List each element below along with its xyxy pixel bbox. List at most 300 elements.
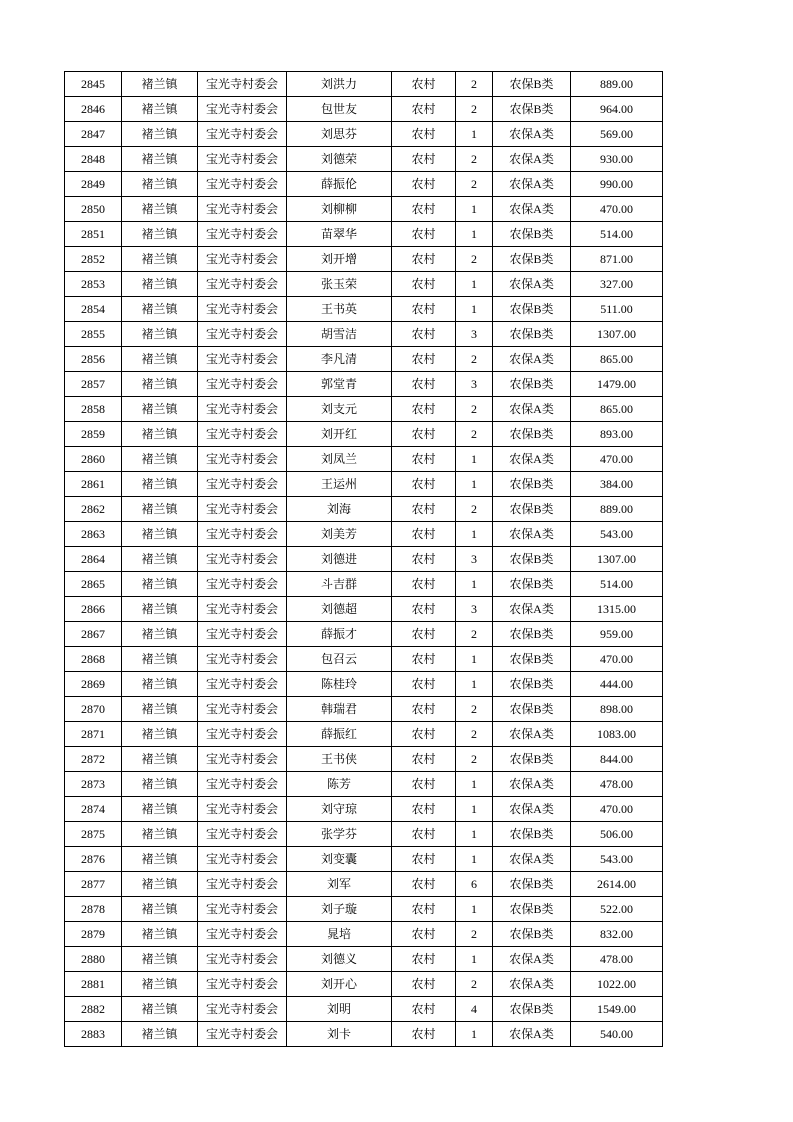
- cell-town: 褚兰镇: [122, 322, 198, 347]
- cell-amount: 540.00: [571, 1022, 663, 1047]
- cell-serial: 2846: [65, 97, 122, 122]
- table-row: [65, 372, 663, 397]
- cell-category: 农保B类: [493, 572, 571, 597]
- cell-residence: 农村: [392, 1022, 456, 1047]
- cell-committee: 宝光寺村委会: [198, 622, 287, 647]
- cell-committee: 宝光寺村委会: [198, 297, 287, 322]
- cell-name: 胡雪洁: [287, 322, 392, 347]
- cell-category: 农保A类: [493, 797, 571, 822]
- cell-amount: 543.00: [571, 847, 663, 872]
- table-row: [65, 772, 663, 797]
- cell-category: 农保B类: [493, 497, 571, 522]
- cell-name: 刘德进: [287, 547, 392, 572]
- cell-serial: 2877: [65, 872, 122, 897]
- cell-committee: 宝光寺村委会: [198, 897, 287, 922]
- cell-residence: 农村: [392, 147, 456, 172]
- table-row: [65, 947, 663, 972]
- cell-town: 褚兰镇: [122, 822, 198, 847]
- cell-town: 褚兰镇: [122, 647, 198, 672]
- cell-town: 褚兰镇: [122, 1022, 198, 1047]
- cell-count: 2: [456, 147, 493, 172]
- cell-amount: 470.00: [571, 647, 663, 672]
- cell-residence: 农村: [392, 122, 456, 147]
- cell-category: 农保B类: [493, 97, 571, 122]
- table-row: [65, 347, 663, 372]
- table-row: [65, 597, 663, 622]
- cell-name: 刘德义: [287, 947, 392, 972]
- cell-serial: 2857: [65, 372, 122, 397]
- table-row: [65, 247, 663, 272]
- cell-category: 农保B类: [493, 297, 571, 322]
- table-row: [65, 497, 663, 522]
- table-row: [65, 972, 663, 997]
- table-row: [65, 72, 663, 97]
- cell-town: 褚兰镇: [122, 372, 198, 397]
- cell-residence: 农村: [392, 372, 456, 397]
- cell-count: 2: [456, 97, 493, 122]
- cell-amount: 514.00: [571, 572, 663, 597]
- cell-serial: 2870: [65, 697, 122, 722]
- cell-residence: 农村: [392, 947, 456, 972]
- cell-name: 王运州: [287, 472, 392, 497]
- cell-serial: 2851: [65, 222, 122, 247]
- cell-count: 3: [456, 372, 493, 397]
- cell-count: 1: [456, 522, 493, 547]
- cell-residence: 农村: [392, 722, 456, 747]
- cell-residence: 农村: [392, 97, 456, 122]
- cell-amount: 898.00: [571, 697, 663, 722]
- table-row: [65, 872, 663, 897]
- cell-count: 2: [456, 722, 493, 747]
- cell-residence: 农村: [392, 222, 456, 247]
- cell-category: 农保B类: [493, 472, 571, 497]
- cell-amount: 871.00: [571, 247, 663, 272]
- cell-serial: 2848: [65, 147, 122, 172]
- cell-serial: 2845: [65, 72, 122, 97]
- cell-residence: 农村: [392, 847, 456, 872]
- table-row: [65, 797, 663, 822]
- cell-town: 褚兰镇: [122, 547, 198, 572]
- cell-residence: 农村: [392, 472, 456, 497]
- cell-committee: 宝光寺村委会: [198, 422, 287, 447]
- table-row: [65, 722, 663, 747]
- cell-count: 1: [456, 947, 493, 972]
- cell-amount: 865.00: [571, 397, 663, 422]
- cell-serial: 2855: [65, 322, 122, 347]
- cell-residence: 农村: [392, 347, 456, 372]
- table-row: [65, 922, 663, 947]
- cell-serial: 2864: [65, 547, 122, 572]
- cell-serial: 2865: [65, 572, 122, 597]
- cell-category: 农保B类: [493, 672, 571, 697]
- table-row: [65, 822, 663, 847]
- cell-name: 刘子璇: [287, 897, 392, 922]
- cell-committee: 宝光寺村委会: [198, 697, 287, 722]
- cell-amount: 1479.00: [571, 372, 663, 397]
- cell-amount: 1022.00: [571, 972, 663, 997]
- cell-serial: 2872: [65, 747, 122, 772]
- cell-town: 褚兰镇: [122, 347, 198, 372]
- cell-serial: 2868: [65, 647, 122, 672]
- table-row: [65, 897, 663, 922]
- cell-count: 3: [456, 597, 493, 622]
- cell-name: 陈桂玲: [287, 672, 392, 697]
- cell-category: 农保B类: [493, 72, 571, 97]
- cell-committee: 宝光寺村委会: [198, 397, 287, 422]
- cell-category: 农保B类: [493, 697, 571, 722]
- cell-town: 褚兰镇: [122, 622, 198, 647]
- cell-name: 斗吉群: [287, 572, 392, 597]
- cell-count: 1: [456, 672, 493, 697]
- cell-name: 刘卡: [287, 1022, 392, 1047]
- cell-town: 褚兰镇: [122, 497, 198, 522]
- cell-town: 褚兰镇: [122, 297, 198, 322]
- cell-residence: 农村: [392, 72, 456, 97]
- cell-amount: 844.00: [571, 747, 663, 772]
- cell-serial: 2878: [65, 897, 122, 922]
- cell-name: 晁培: [287, 922, 392, 947]
- cell-amount: 478.00: [571, 947, 663, 972]
- cell-name: 刘凤兰: [287, 447, 392, 472]
- cell-residence: 农村: [392, 522, 456, 547]
- table-body: [65, 72, 663, 1047]
- table-row: [65, 622, 663, 647]
- cell-town: 褚兰镇: [122, 722, 198, 747]
- cell-amount: 384.00: [571, 472, 663, 497]
- cell-town: 褚兰镇: [122, 597, 198, 622]
- cell-count: 2: [456, 422, 493, 447]
- cell-amount: 865.00: [571, 347, 663, 372]
- cell-town: 褚兰镇: [122, 247, 198, 272]
- cell-committee: 宝光寺村委会: [198, 122, 287, 147]
- cell-committee: 宝光寺村委会: [198, 772, 287, 797]
- cell-category: 农保A类: [493, 397, 571, 422]
- cell-amount: 327.00: [571, 272, 663, 297]
- cell-name: 薛振才: [287, 622, 392, 647]
- cell-town: 褚兰镇: [122, 997, 198, 1022]
- cell-serial: 2871: [65, 722, 122, 747]
- cell-name: 刘开增: [287, 247, 392, 272]
- table-row: [65, 322, 663, 347]
- cell-name: 薛振伦: [287, 172, 392, 197]
- cell-committee: 宝光寺村委会: [198, 722, 287, 747]
- cell-serial: 2856: [65, 347, 122, 372]
- cell-amount: 1307.00: [571, 547, 663, 572]
- cell-committee: 宝光寺村委会: [198, 497, 287, 522]
- cell-amount: 470.00: [571, 797, 663, 822]
- cell-town: 褚兰镇: [122, 697, 198, 722]
- table-row: [65, 147, 663, 172]
- cell-committee: 宝光寺村委会: [198, 97, 287, 122]
- cell-town: 褚兰镇: [122, 947, 198, 972]
- cell-name: 刘美芳: [287, 522, 392, 547]
- cell-residence: 农村: [392, 272, 456, 297]
- cell-residence: 农村: [392, 322, 456, 347]
- cell-committee: 宝光寺村委会: [198, 172, 287, 197]
- cell-amount: 569.00: [571, 122, 663, 147]
- cell-name: 李凡清: [287, 347, 392, 372]
- cell-committee: 宝光寺村委会: [198, 922, 287, 947]
- cell-committee: 宝光寺村委会: [198, 372, 287, 397]
- cell-count: 2: [456, 697, 493, 722]
- table-row: [65, 172, 663, 197]
- cell-committee: 宝光寺村委会: [198, 272, 287, 297]
- cell-committee: 宝光寺村委会: [198, 322, 287, 347]
- cell-amount: 930.00: [571, 147, 663, 172]
- cell-committee: 宝光寺村委会: [198, 747, 287, 772]
- cell-count: 2: [456, 347, 493, 372]
- cell-name: 刘支元: [287, 397, 392, 422]
- cell-town: 褚兰镇: [122, 747, 198, 772]
- cell-residence: 农村: [392, 697, 456, 722]
- table-row: [65, 747, 663, 772]
- cell-count: 1: [456, 897, 493, 922]
- cell-town: 褚兰镇: [122, 422, 198, 447]
- cell-serial: 2849: [65, 172, 122, 197]
- cell-serial: 2882: [65, 997, 122, 1022]
- cell-count: 3: [456, 547, 493, 572]
- cell-residence: 农村: [392, 447, 456, 472]
- cell-category: 农保B类: [493, 647, 571, 672]
- cell-serial: 2859: [65, 422, 122, 447]
- cell-amount: 478.00: [571, 772, 663, 797]
- cell-committee: 宝光寺村委会: [198, 647, 287, 672]
- cell-town: 褚兰镇: [122, 972, 198, 997]
- cell-residence: 农村: [392, 247, 456, 272]
- cell-serial: 2863: [65, 522, 122, 547]
- cell-category: 农保B类: [493, 747, 571, 772]
- cell-amount: 889.00: [571, 497, 663, 522]
- cell-name: 刘柳柳: [287, 197, 392, 222]
- cell-committee: 宝光寺村委会: [198, 872, 287, 897]
- cell-count: 2: [456, 172, 493, 197]
- cell-serial: 2875: [65, 822, 122, 847]
- cell-category: 农保A类: [493, 522, 571, 547]
- cell-name: 刘洪力: [287, 72, 392, 97]
- cell-category: 农保B类: [493, 822, 571, 847]
- cell-name: 刘开红: [287, 422, 392, 447]
- cell-residence: 农村: [392, 897, 456, 922]
- cell-committee: 宝光寺村委会: [198, 797, 287, 822]
- cell-residence: 农村: [392, 297, 456, 322]
- cell-serial: 2867: [65, 622, 122, 647]
- table-row: [65, 197, 663, 222]
- cell-amount: 511.00: [571, 297, 663, 322]
- cell-amount: 514.00: [571, 222, 663, 247]
- cell-category: 农保A类: [493, 197, 571, 222]
- cell-committee: 宝光寺村委会: [198, 997, 287, 1022]
- table-row: [65, 222, 663, 247]
- cell-residence: 农村: [392, 572, 456, 597]
- cell-committee: 宝光寺村委会: [198, 222, 287, 247]
- cell-town: 褚兰镇: [122, 797, 198, 822]
- table-row: [65, 472, 663, 497]
- cell-committee: 宝光寺村委会: [198, 822, 287, 847]
- cell-category: 农保A类: [493, 447, 571, 472]
- cell-town: 褚兰镇: [122, 197, 198, 222]
- cell-residence: 农村: [392, 422, 456, 447]
- table-area: [64, 71, 663, 1047]
- cell-serial: 2862: [65, 497, 122, 522]
- cell-committee: 宝光寺村委会: [198, 572, 287, 597]
- cell-name: 包召云: [287, 647, 392, 672]
- cell-town: 褚兰镇: [122, 847, 198, 872]
- cell-residence: 农村: [392, 747, 456, 772]
- cell-count: 1: [456, 122, 493, 147]
- cell-serial: 2852: [65, 247, 122, 272]
- cell-category: 农保B类: [493, 222, 571, 247]
- cell-serial: 2879: [65, 922, 122, 947]
- cell-serial: 2853: [65, 272, 122, 297]
- cell-amount: 543.00: [571, 522, 663, 547]
- cell-count: 2: [456, 622, 493, 647]
- cell-town: 褚兰镇: [122, 522, 198, 547]
- cell-count: 1: [456, 447, 493, 472]
- table-row: [65, 297, 663, 322]
- cell-town: 褚兰镇: [122, 472, 198, 497]
- table-row: [65, 422, 663, 447]
- cell-category: 农保B类: [493, 547, 571, 572]
- cell-residence: 农村: [392, 547, 456, 572]
- cell-name: 王书英: [287, 297, 392, 322]
- cell-town: 褚兰镇: [122, 872, 198, 897]
- cell-category: 农保A类: [493, 172, 571, 197]
- cell-residence: 农村: [392, 647, 456, 672]
- cell-amount: 893.00: [571, 422, 663, 447]
- cell-residence: 农村: [392, 397, 456, 422]
- cell-amount: 2614.00: [571, 872, 663, 897]
- cell-committee: 宝光寺村委会: [198, 597, 287, 622]
- cell-count: 3: [456, 322, 493, 347]
- cell-residence: 农村: [392, 172, 456, 197]
- cell-town: 褚兰镇: [122, 922, 198, 947]
- cell-town: 褚兰镇: [122, 72, 198, 97]
- cell-town: 褚兰镇: [122, 97, 198, 122]
- cell-count: 1: [456, 297, 493, 322]
- cell-serial: 2850: [65, 197, 122, 222]
- cell-serial: 2861: [65, 472, 122, 497]
- cell-category: 农保A类: [493, 122, 571, 147]
- cell-amount: 1315.00: [571, 597, 663, 622]
- cell-name: 王书侠: [287, 747, 392, 772]
- cell-committee: 宝光寺村委会: [198, 1022, 287, 1047]
- cell-category: 农保A类: [493, 772, 571, 797]
- cell-committee: 宝光寺村委会: [198, 522, 287, 547]
- cell-town: 褚兰镇: [122, 172, 198, 197]
- cell-name: 陈芳: [287, 772, 392, 797]
- cell-committee: 宝光寺村委会: [198, 147, 287, 172]
- cell-town: 褚兰镇: [122, 147, 198, 172]
- cell-residence: 农村: [392, 822, 456, 847]
- cell-category: 农保B类: [493, 622, 571, 647]
- cell-amount: 1083.00: [571, 722, 663, 747]
- cell-residence: 农村: [392, 772, 456, 797]
- cell-amount: 470.00: [571, 447, 663, 472]
- cell-category: 农保B类: [493, 897, 571, 922]
- cell-name: 刘思芬: [287, 122, 392, 147]
- cell-serial: 2876: [65, 847, 122, 872]
- cell-name: 郭堂青: [287, 372, 392, 397]
- table-row: [65, 697, 663, 722]
- cell-town: 褚兰镇: [122, 447, 198, 472]
- cell-committee: 宝光寺村委会: [198, 947, 287, 972]
- cell-name: 苗翠华: [287, 222, 392, 247]
- cell-serial: 2883: [65, 1022, 122, 1047]
- table-row: [65, 97, 663, 122]
- cell-residence: 农村: [392, 997, 456, 1022]
- cell-count: 2: [456, 747, 493, 772]
- cell-name: 刘开心: [287, 972, 392, 997]
- cell-residence: 农村: [392, 622, 456, 647]
- cell-town: 褚兰镇: [122, 772, 198, 797]
- cell-serial: 2858: [65, 397, 122, 422]
- table-row: [65, 672, 663, 697]
- cell-count: 1: [456, 272, 493, 297]
- cell-category: 农保B类: [493, 422, 571, 447]
- cell-amount: 444.00: [571, 672, 663, 697]
- cell-count: 4: [456, 997, 493, 1022]
- cell-name: 刘德超: [287, 597, 392, 622]
- cell-amount: 990.00: [571, 172, 663, 197]
- cell-town: 褚兰镇: [122, 397, 198, 422]
- cell-committee: 宝光寺村委会: [198, 547, 287, 572]
- cell-count: 1: [456, 647, 493, 672]
- cell-serial: 2880: [65, 947, 122, 972]
- cell-residence: 农村: [392, 597, 456, 622]
- cell-category: 农保B类: [493, 997, 571, 1022]
- table-row: [65, 1022, 663, 1047]
- cell-count: 6: [456, 872, 493, 897]
- cell-count: 2: [456, 972, 493, 997]
- table-row: [65, 272, 663, 297]
- cell-category: 农保B类: [493, 372, 571, 397]
- cell-serial: 2874: [65, 797, 122, 822]
- cell-count: 2: [456, 397, 493, 422]
- cell-town: 褚兰镇: [122, 122, 198, 147]
- cell-count: 2: [456, 247, 493, 272]
- cell-category: 农保A类: [493, 347, 571, 372]
- table-row: [65, 847, 663, 872]
- cell-category: 农保A类: [493, 722, 571, 747]
- cell-committee: 宝光寺村委会: [198, 672, 287, 697]
- cell-committee: 宝光寺村委会: [198, 72, 287, 97]
- cell-name: 刘变囊: [287, 847, 392, 872]
- cell-name: 韩瑞君: [287, 697, 392, 722]
- cell-committee: 宝光寺村委会: [198, 972, 287, 997]
- cell-count: 2: [456, 72, 493, 97]
- cell-name: 薛振红: [287, 722, 392, 747]
- cell-residence: 农村: [392, 497, 456, 522]
- table-row: [65, 647, 663, 672]
- cell-committee: 宝光寺村委会: [198, 347, 287, 372]
- cell-committee: 宝光寺村委会: [198, 247, 287, 272]
- cell-name: 刘守琼: [287, 797, 392, 822]
- cell-count: 1: [456, 472, 493, 497]
- cell-category: 农保A类: [493, 947, 571, 972]
- cell-committee: 宝光寺村委会: [198, 847, 287, 872]
- cell-serial: 2873: [65, 772, 122, 797]
- cell-amount: 470.00: [571, 197, 663, 222]
- cell-residence: 农村: [392, 797, 456, 822]
- cell-category: 农保B类: [493, 922, 571, 947]
- cell-serial: 2847: [65, 122, 122, 147]
- cell-category: 农保A类: [493, 272, 571, 297]
- cell-count: 1: [456, 822, 493, 847]
- cell-name: 刘明: [287, 997, 392, 1022]
- cell-name: 刘德荣: [287, 147, 392, 172]
- cell-name: 刘军: [287, 872, 392, 897]
- cell-count: 2: [456, 922, 493, 947]
